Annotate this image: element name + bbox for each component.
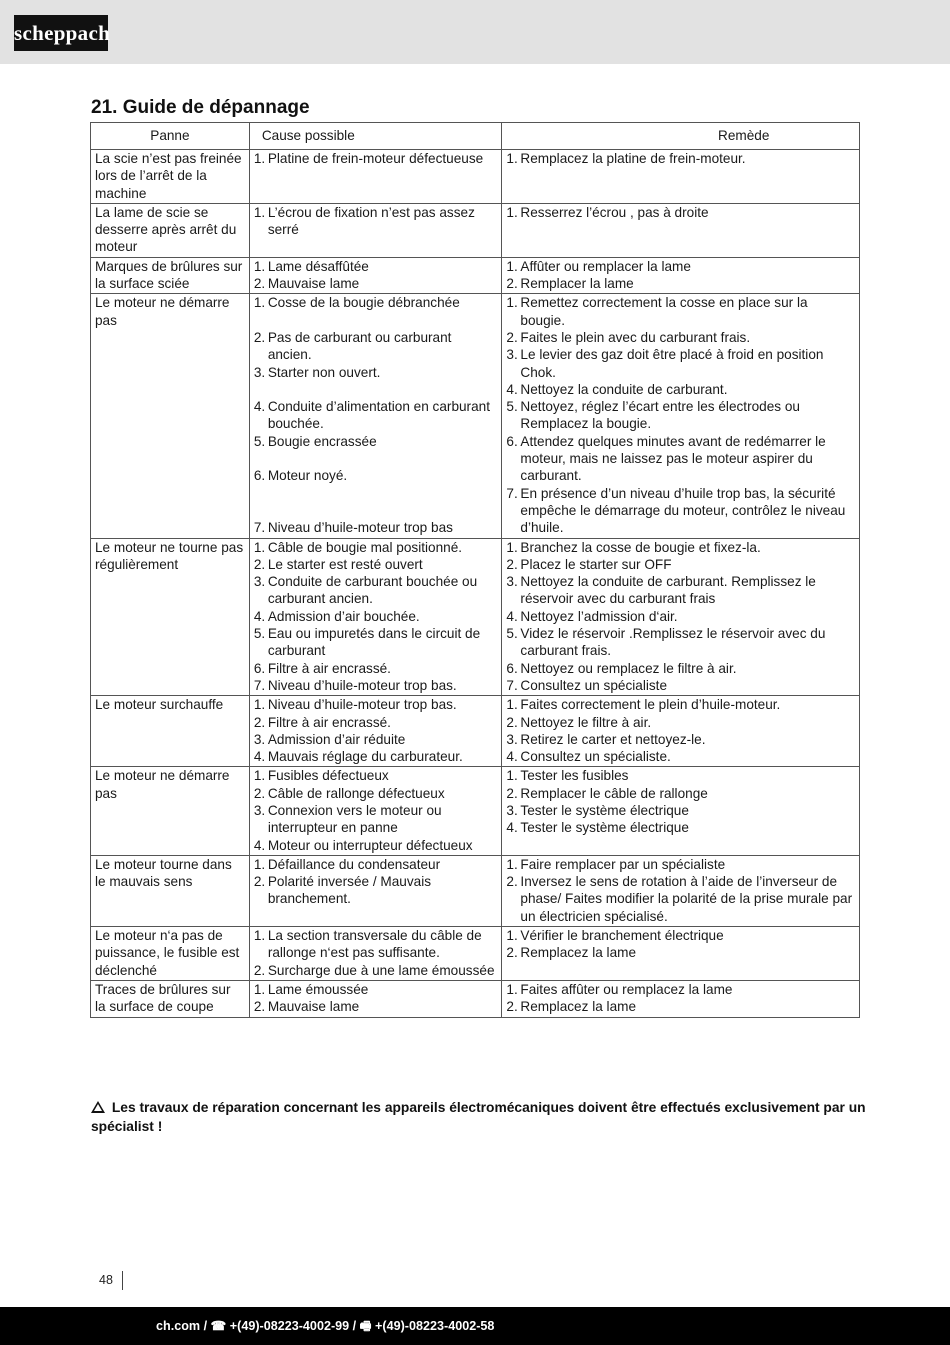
item-number: 4. [506,820,518,836]
item-text: Le starter est resté ouvert [267,556,423,572]
item-text: Inversez le sens de rotation à l’aide de l’inverseur de phase/ Faites modifier la polarité de la prise murale par un électricien spécialisé. [520,874,853,924]
item-text: Surcharge due à une lame émoussée [267,962,495,978]
item-text: Conduite de carburant bouchée ou carburant ancien. [267,574,478,607]
item-number: 5. [253,433,266,449]
header-remede: Remède [502,123,860,150]
item-number: 4. [506,749,518,765]
cause-cell [249,927,502,981]
panne-cell: Le moteur ne démarre pas [91,767,250,855]
cause-item [254,927,498,962]
item-text: Nettoyez, réglez l’écart entre les électrodes ou Remplacez la bougie. [520,399,800,432]
item-number: 5. [506,399,518,415]
table-row [91,696,860,767]
item-text: Tester les fusibles [520,768,629,784]
item-text: Consultez un spécialiste. [520,749,671,765]
item-text: Bougie encrassée [267,433,377,449]
panne-cell: La scie n’est pas freinée lors de l’arrêt de la machine [91,150,250,204]
item-text: Le levier des gaz doit être placé à froid en position Chok. [520,347,824,380]
cause-item [254,696,498,713]
cause-item [254,748,498,765]
item-number: 2. [506,999,518,1015]
item-text: Faites le plein avec du carburant frais. [520,329,751,345]
item-text: La section transversale du câble de rallonge n‘est pas suffisante. [267,928,482,961]
item-number: 1. [506,768,518,784]
item-text: Mauvaise lame [267,276,360,292]
item-number: 7. [253,520,266,536]
remede-item [506,819,855,836]
item-text: Niveau d’huile-moteur trop bas [267,520,453,536]
item-text: Remplacez la lame [520,999,637,1015]
item-number: 1. [506,856,518,872]
remede-item [506,258,855,275]
item-text: Mauvaise lame [267,999,360,1015]
cause-item [254,677,498,694]
scheppach-logo: scheppach [14,15,108,51]
remede-cell [502,855,860,926]
cause-cell [249,203,502,257]
cause-item [254,962,498,979]
item-number: 2. [506,785,518,801]
remede-cell [502,927,860,981]
item-text: Tester le système électrique [520,820,689,836]
item-text: Remplacer la lame [520,276,634,292]
item-text: Affûter ou remplacer la lame [520,258,691,274]
item-number: 1. [253,697,266,713]
item-text: Défaillance du condensateur [267,856,441,872]
item-number: 3. [506,731,518,747]
table-row [91,538,860,696]
item-number: 2. [253,999,266,1015]
item-number: 1. [506,697,518,713]
cause-item [254,275,498,292]
page-header [0,0,950,64]
troubleshooting-table [90,122,860,1018]
item-number: 3. [506,802,518,818]
item-text: Cosse de la bougie débranchée [267,295,460,311]
item-text: Filtre à air encrassé. [267,714,391,730]
panne-cell: Le moteur ne démarre pas [91,294,250,538]
item-text: Nettoyez la conduite de carburant. Remplissez le réservoir avec du carburant frais [520,574,816,607]
item-number: 2. [506,276,518,292]
item-text: Nettoyez la conduite de carburant. [520,381,728,397]
cause-item [254,625,498,660]
item-number: 4. [253,749,266,765]
item-text: Nettoyez le filtre à air. [520,714,652,730]
remede-item [506,608,855,625]
item-number: 4. [506,608,518,624]
page-number: 48 [99,1273,113,1287]
cause-item [254,204,498,239]
item-text: Niveau d’huile-moteur trop bas. [267,677,457,693]
remede-item [506,714,855,731]
cause-item [254,329,498,364]
cause-item [254,294,498,311]
panne-cell: Le moteur tourne dans le mauvais sens [91,855,250,926]
item-text: Lame émoussée [267,981,369,997]
remede-cell [502,538,860,696]
item-number: 2. [506,945,518,961]
table-row [91,767,860,855]
cause-item [254,573,498,608]
table-row [91,150,860,204]
item-number: 1. [506,928,518,944]
item-number: 1. [253,539,266,555]
item-number: 3. [253,574,266,590]
remede-item [506,802,855,819]
item-text: Consultez un spécialiste [520,677,668,693]
table-row [91,927,860,981]
item-text: Retirez le carter et nettoyez-le. [520,731,706,747]
item-text: Câble de rallonge défectueux [267,785,445,801]
item-number: 2. [506,874,518,890]
item-text: En présence d’un niveau d’huile trop bas, la sécurité empêche le démarrage du moteur, contrôlez le niveau d’huile. [520,485,846,536]
header-panne: Panne [91,123,250,150]
item-number: 4. [506,381,518,397]
warning-notice [91,1098,871,1136]
table-header-row [91,123,860,150]
item-text: Câble de bougie mal positionné. [267,539,463,555]
cause-item [254,856,498,873]
item-number: 2. [506,329,518,345]
remede-item [506,294,855,329]
item-text: Videz le réservoir .Remplissez le réservoir avec du carburant frais. [520,626,826,659]
remede-item [506,573,855,608]
item-number: 3. [253,364,266,380]
cause-item [254,433,498,450]
item-text: Starter non ouvert. [267,364,381,380]
item-number: 2. [253,329,266,345]
remede-item [506,873,855,925]
cause-item [254,731,498,748]
item-text: Tester le système électrique [520,802,689,818]
item-number: 7. [506,485,518,501]
item-text: Faites affûter ou remplacez la lame [520,981,733,997]
item-text: Filtre à air encrassé. [267,660,391,676]
page-number-divider [122,1271,123,1290]
remede-item [506,485,855,537]
item-text: Remplacez la platine de frein-moteur. [520,151,746,166]
cause-cell [249,538,502,696]
cause-item [254,258,498,275]
remede-cell [502,257,860,294]
cause-item [254,660,498,677]
panne-cell: La lame de scie se desserre après arrêt du moteur [91,203,250,257]
item-number: 1. [506,258,518,274]
table-row [91,203,860,257]
item-text: Remplacer le câble de rallonge [520,785,708,801]
item-text: Admission d’air bouchée. [267,608,420,624]
item-number: 1. [253,981,266,997]
cause-item [254,998,498,1015]
item-text: Lame désaffûtée [267,258,369,274]
item-text: Platine de frein-moteur défectueuse [267,151,484,166]
cause-item [254,714,498,731]
remede-cell [502,696,860,767]
item-number: 2. [253,276,266,292]
section-title: 21. Guide de dépannage [91,97,310,118]
item-text: Nettoyez ou remplacez le filtre à air. [520,660,737,676]
warning-text: Les travaux de réparation concernant les appareils électromécaniques doivent être effectués exclusivement par un spécialist ! [91,1100,866,1134]
table-row [91,980,860,1017]
item-text: Nettoyez l’admission d‘air. [520,608,678,624]
item-number: 1. [253,295,266,311]
remede-item [506,927,855,944]
panne-cell: Le moteur ne tourne pas régulièrement [91,538,250,696]
header-cause: Cause possible [249,123,502,150]
item-number: 4. [253,608,266,624]
cause-item [254,608,498,625]
warning-icon [91,1101,105,1113]
remede-cell [502,767,860,855]
item-text: Eau ou impuretés dans le circuit de carburant [267,626,481,659]
remede-item [506,398,855,433]
item-text: Connexion vers le moteur ou interrupteur en panne [267,802,442,836]
remede-cell [502,150,860,204]
table-row [91,257,860,294]
cause-cell [249,150,502,204]
remede-item [506,625,855,660]
item-text: Faites correctement le plein d’huile-moteur. [520,697,781,713]
item-number: 1. [253,151,266,166]
cause-cell [249,294,502,538]
remede-cell [502,294,860,538]
cause-item [254,467,498,484]
remede-item [506,696,855,713]
panne-cell: Marques de brûlures sur la surface sciée [91,257,250,294]
item-number: 6. [506,433,518,449]
cause-item [254,837,498,854]
cause-item [254,398,498,433]
item-number: 1. [506,981,518,997]
item-number: 7. [253,677,266,693]
item-number: 1. [253,204,266,220]
item-text: Pas de carburant ou carburant ancien. [267,329,452,363]
panne-cell: Le moteur n‘a pas de puissance, le fusible est déclenché [91,927,250,981]
item-number: 5. [253,626,266,642]
item-number: 3. [506,347,518,363]
cause-item [254,767,498,784]
remede-item [506,204,855,221]
cause-item [254,981,498,998]
cause-cell [249,767,502,855]
remede-item [506,556,855,573]
panne-cell: Le moteur surchauffe [91,696,250,767]
remede-item [506,433,855,485]
item-text: Polarité inversée / Mauvais branchement. [267,874,432,907]
remede-item [506,856,855,873]
table-body [91,150,860,1018]
item-number: 2. [253,714,266,730]
remede-item [506,150,855,167]
remede-item [506,381,855,398]
item-number: 3. [253,731,266,747]
remede-cell [502,203,860,257]
item-number: 2. [253,556,266,572]
item-text: Fusibles défectueux [267,768,389,784]
table-row [91,294,860,538]
item-text: Mauvais réglage du carburateur. [267,749,463,765]
item-text: Conduite d’alimentation en carburant bouchée. [267,399,490,432]
item-number: 1. [506,151,518,166]
item-number: 5. [506,626,518,642]
cause-item [254,519,498,536]
item-number: 3. [506,574,518,590]
item-number: 6. [253,468,266,484]
cause-item [254,539,498,556]
table-row [91,855,860,926]
item-text: Faire remplacer par un spécialiste [520,856,726,872]
item-number: 2. [506,556,518,572]
remede-item [506,981,855,998]
item-number: 1. [253,856,266,872]
item-number: 1. [506,204,518,220]
remede-cell [502,980,860,1017]
remede-item [506,677,855,694]
item-text: Resserrez l’écrou , pas à droite [520,204,709,220]
cause-cell [249,696,502,767]
item-text: Attendez quelques minutes avant de redémarrer le moteur, mais ne laissez pas le moteur aspirer du carburant. [520,433,826,484]
item-text: Remettez correctement la cosse en place sur la bougie. [520,295,808,328]
item-number: 4. [253,399,266,415]
remede-item [506,944,855,961]
item-number: 1. [253,928,266,944]
item-text: Placez le starter sur OFF [520,556,672,572]
item-number: 6. [506,660,518,676]
item-number: 3. [253,802,266,818]
remede-item [506,329,855,346]
item-text: Branchez la cosse de bougie et fixez-la. [520,539,761,555]
cause-cell [249,855,502,926]
item-number: 1. [253,768,266,784]
cause-item [254,364,498,381]
item-number: 4. [253,837,266,853]
item-number: 6. [253,660,266,676]
item-number: 2. [253,962,266,978]
item-text: Vérifier le branchement électrique [520,928,724,944]
item-number: 7. [506,677,518,693]
item-text: L’écrou de fixation n’est pas assez serré [267,204,475,238]
item-number: 1. [506,295,518,311]
item-text: Remplacez la lame [520,945,637,961]
remede-item [506,767,855,784]
footer-contact: ch.com / ☎ +(49)-08223-4002-99 / 🖷 +(49)-08223-4002-58 [156,1319,495,1333]
item-text: Moteur noyé. [267,468,348,484]
item-text: Admission d’air réduite [267,731,406,747]
remede-item [506,998,855,1015]
remede-item [506,346,855,381]
item-number: 2. [253,874,266,890]
item-text: Moteur ou interrupteur défectueux [267,837,473,853]
remede-item [506,731,855,748]
remede-item [506,785,855,802]
remede-item [506,660,855,677]
cause-item [254,785,498,802]
cause-cell [249,257,502,294]
remede-item [506,748,855,765]
remede-item [506,539,855,556]
cause-item [254,556,498,573]
item-number: 2. [253,785,266,801]
remede-item [506,275,855,292]
item-text: Niveau d’huile-moteur trop bas. [267,697,457,713]
item-number: 1. [506,539,518,555]
cause-item [254,150,498,167]
cause-item [254,802,498,837]
item-number: 1. [253,258,266,274]
panne-cell: Traces de brûlures sur la surface de coupe [91,980,250,1017]
cause-item [254,873,498,908]
item-number: 2. [506,714,518,730]
cause-cell [249,980,502,1017]
